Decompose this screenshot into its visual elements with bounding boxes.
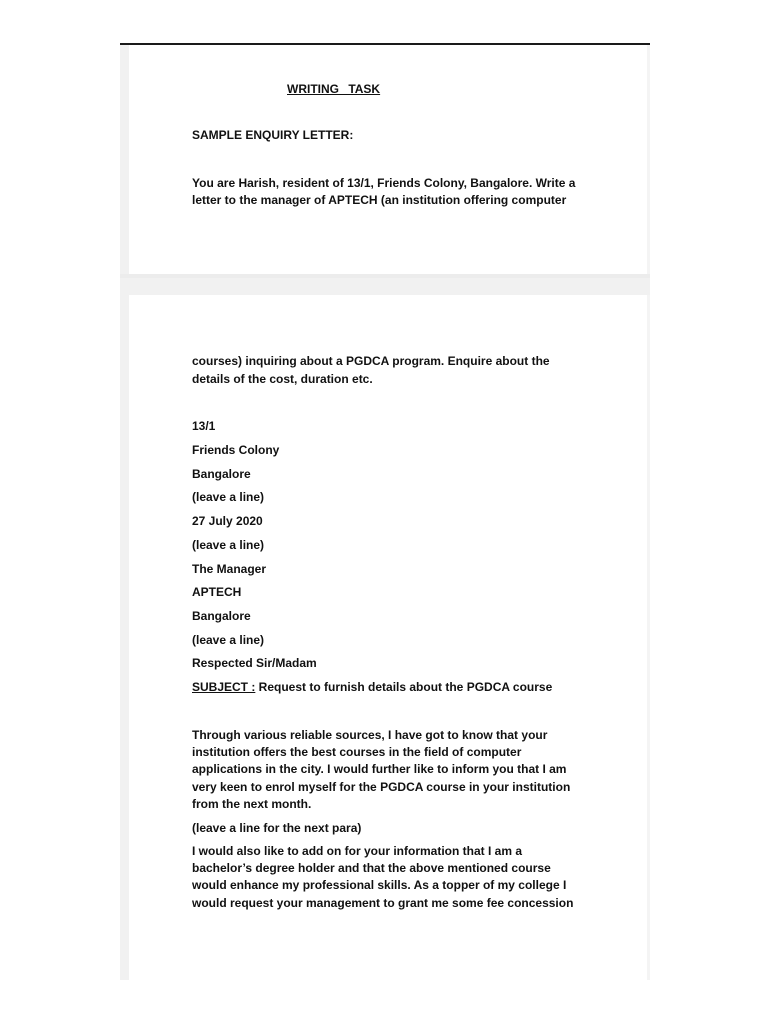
body-line: Through various reliable sources, I have got to know that your [192,728,548,742]
body-line: bachelor’s degree holder and that the above mentioned course [192,861,551,875]
subject-text: Request to furnish details about the PGDCA course [255,680,553,694]
task-line: You are Harish, resident of 13/1, Friends Colony, Bangalore. Write a [192,176,576,190]
task-line: details of the cost, duration etc. [192,372,373,386]
subject-label: SUBJECT : [192,680,256,694]
leave-line-note: (leave a line) [192,633,265,647]
letter-date: 27 July 2020 [192,514,263,528]
recipient-line: The Manager [192,562,267,576]
document-page-2 [120,295,650,980]
subject-line [192,679,552,697]
document-page-1 [120,45,650,278]
recipient-line: APTECH [192,585,242,599]
salutation: Respected Sir/Madam [192,656,317,670]
recipient-line: Bangalore [192,609,251,623]
sender-address-line: Friends Colony [192,443,280,457]
page-separator [120,278,650,295]
leave-line-note: (leave a line) [192,538,265,552]
body-line: applications in the city. I would further like to inform you that I am [192,762,567,776]
body-line: institution offers the best courses in the field of computer [192,745,522,759]
body-line: I would also like to add on for your information that I am a [192,844,523,858]
sender-address-line: Bangalore [192,467,251,481]
body-line: very keen to enrol myself for the PGDCA course in your institution [192,780,571,794]
sender-address-line: 13/1 [192,419,216,433]
document-heading: WRITING TASK [287,82,381,96]
body-line: from the next month. [192,797,312,811]
leave-line-note: (leave a line) [192,490,265,504]
task-line: courses) inquiring about a PGDCA program. Enquire about the [192,354,550,368]
leave-para-note: (leave a line for the next para) [192,821,362,835]
letter-type-heading: SAMPLE ENQUIRY LETTER: [192,128,354,142]
body-line: would enhance my professional skills. As a topper of my college I [192,878,567,892]
task-line: letter to the manager of APTECH (an institution offering computer [192,193,567,207]
body-line: would request your management to grant me some fee concession [192,896,574,910]
